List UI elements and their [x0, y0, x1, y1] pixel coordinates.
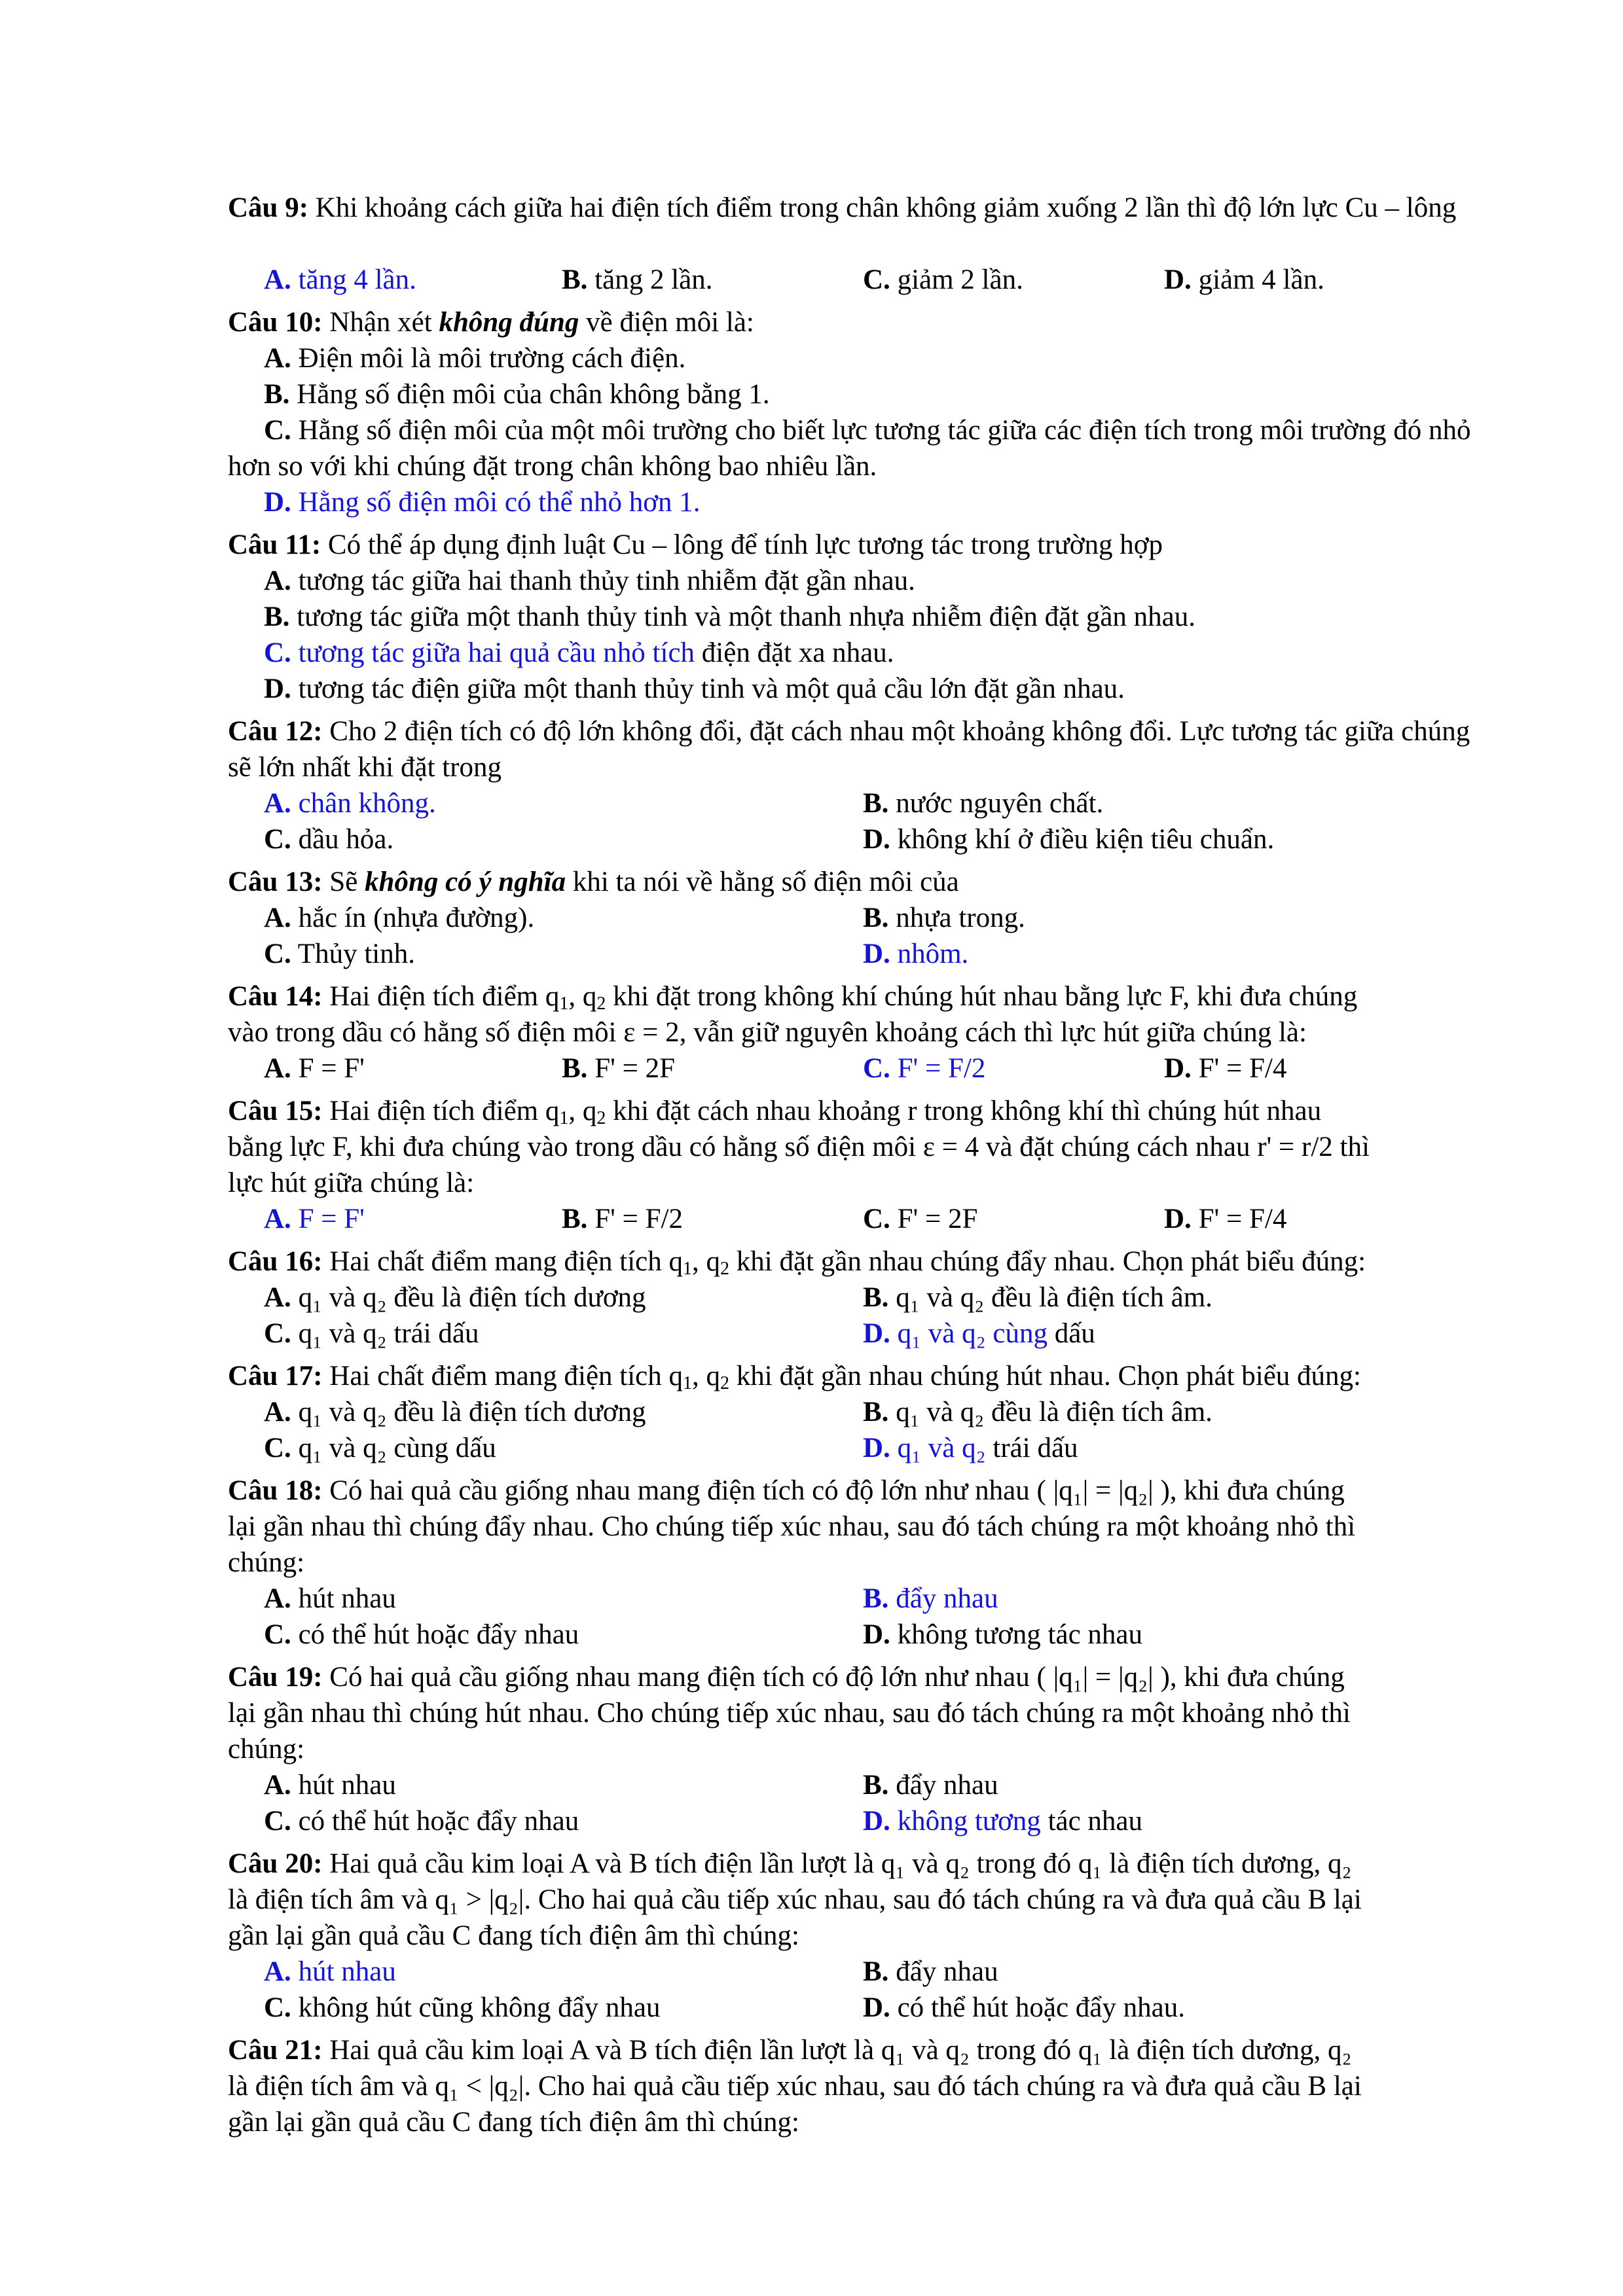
- option-d[interactable]: D. không tương tác nhau: [863, 1806, 1143, 1837]
- option-b[interactable]: B. tăng 2 lần.: [562, 264, 713, 295]
- option-b[interactable]: B. nhựa trong.: [863, 903, 1025, 933]
- option-c[interactable]: C. dầu hỏa.: [264, 824, 394, 855]
- question-text: Khi khoảng cách giữa hai điện tích điểm trong chân không giảm xuống 2 lần thì độ lớn lực Cu – lông: [315, 192, 1457, 223]
- option-b[interactable]: B. nước nguyên chất.: [863, 788, 1104, 819]
- option-d[interactable]: D. F' = F/4: [1164, 1204, 1287, 1234]
- option-a[interactable]: A. hút nhau: [264, 1583, 396, 1614]
- question-20: Câu 20: Hai quả cầu kim loại A và B tích điện lần lượt là q₁ và q₂ trong đó q₁ là điện tích dương, q₂ là điện tích âm và q₁ > |q₂|. Cho hai quả cầu tiếp xúc nhau, sau đó tách chúng ra và đưa quả cầu B lại gần lại gần quả cầu C đang tích điện âm thì chúng:: [228, 1848, 1362, 1951]
- question-14: Câu 14: Hai điện tích điểm $q_1$, $q_2$ khi đặt trong không khí chúng hút nhau bằng lực F, khi đưa chúng vào trong dầu có hằng số điện môi ε = 2, vẫn giữ nguyên khoảng cách thì lực hút giữa chúng là:: [228, 981, 1358, 1048]
- option-a[interactable]: A. hút nhau: [264, 1770, 396, 1801]
- option-d[interactable]: D. không khí ở điều kiện tiêu chuẩn.: [863, 824, 1275, 855]
- question-9: [228, 190, 1498, 226]
- option-a[interactable]: A. F = F': [264, 1204, 365, 1234]
- option-d[interactable]: D. nhôm.: [863, 939, 969, 969]
- option-d[interactable]: D. có thể hút hoặc đẩy nhau.: [863, 1992, 1185, 2023]
- option-b[interactable]: B. F' = 2F: [562, 1053, 676, 1084]
- option-a[interactable]: A. tăng 4 lần.: [264, 264, 416, 295]
- option-a[interactable]: A. q₁ và q₂ đều là điện tích dương: [264, 1282, 646, 1313]
- option-a[interactable]: A. q₁ và q₂ đều là điện tích dương: [264, 1397, 646, 1427]
- option-d[interactable]: D. giảm 4 lần.: [1164, 264, 1324, 295]
- option-c[interactable]: C. F' = 2F: [863, 1204, 978, 1234]
- option-a[interactable]: A. hút nhau: [264, 1956, 396, 1987]
- option-b[interactable]: B. q₁ và q₂ đều là điện tích âm.: [863, 1397, 1213, 1427]
- option-a[interactable]: A. chân không.: [264, 788, 436, 819]
- option-a[interactable]: A. Điện môi là môi trường cách điện.: [264, 343, 686, 374]
- option-c[interactable]: C. không hút cũng không đẩy nhau: [264, 1992, 661, 2023]
- option-c[interactable]: C. Thủy tinh.: [264, 939, 415, 969]
- emphasis-text: không có ý nghĩa: [365, 867, 566, 897]
- option-a[interactable]: A. hắc ín (nhựa đường).: [264, 903, 535, 933]
- option-c[interactable]: C. có thể hút hoặc đẩy nhau: [264, 1619, 579, 1650]
- question-10: [228, 304, 1498, 340]
- option-c[interactable]: C. tương tác giữa hai quả cầu nhỏ tích điện đặt xa nhau.: [264, 637, 894, 668]
- option-b[interactable]: B. đẩy nhau: [863, 1583, 998, 1614]
- question-17: Câu 17: Hai chất điểm mang điện tích $q_1$, $q_2$ khi đặt gần nhau chúng hút nhau. Chọn phát biểu đúng:: [228, 1361, 1361, 1393]
- option-b[interactable]: B. q₁ và q₂ đều là điện tích âm.: [863, 1282, 1213, 1313]
- option-c[interactable]: C. có thể hút hoặc đẩy nhau: [264, 1806, 579, 1837]
- option-b[interactable]: B. F' = F/2: [562, 1204, 683, 1234]
- question-21: Câu 21: Hai quả cầu kim loại A và B tích điện lần lượt là q₁ và q₂ trong đó q₁ là điện tích dương, q₂ là điện tích âm và q₁ < |q₂|. Cho hai quả cầu tiếp xúc nhau, sau đó tách chúng ra và đưa quả cầu B lại gần lại gần quả cầu C đang tích điện âm thì chúng:: [228, 2035, 1362, 2138]
- option-b[interactable]: B. tương tác giữa một thanh thủy tinh và một thanh nhựa nhiễm điện đặt gần nhau.: [264, 601, 1196, 632]
- question-stem: Câu 10: Nhận xét không đúng về điện môi là:: [228, 307, 754, 338]
- option-a[interactable]: A. F = F': [264, 1053, 365, 1084]
- option-c[interactable]: C. q₁ và q₂ trái dấu: [264, 1318, 479, 1349]
- question-11: Câu 11: Có thể áp dụng định luật Cu – lông để tính lực tương tác trong trường hợp: [228, 529, 1163, 560]
- option-c[interactable]: C. giảm 2 lần.: [863, 264, 1023, 295]
- option-b[interactable]: B. đẩy nhau: [863, 1770, 998, 1801]
- option-d[interactable]: D. q₁ và q₂ cùng dấu: [863, 1318, 1095, 1349]
- question-19: Câu 19: Có hai quả cầu giống nhau mang điện tích có độ lớn như nhau ( |q₁| = |q₂| ), khi đưa chúng lại gần nhau thì chúng hút nhau. Cho chúng tiếp xúc nhau, sau đó tách chúng ra một khoảng nhỏ thì chúng:: [228, 1662, 1351, 1765]
- option-d[interactable]: D. Hằng số điện môi có thể nhỏ hơn 1.: [264, 487, 701, 518]
- question-number: Câu 9:: [228, 192, 309, 223]
- option-c[interactable]: C. F' = F/2: [863, 1053, 986, 1084]
- option-d[interactable]: D. q₁ và q₂ trái dấu: [863, 1433, 1078, 1463]
- option-d[interactable]: D. F' = F/4: [1164, 1053, 1287, 1084]
- question-13: Câu 13: Sẽ không có ý nghĩa khi ta nói về hằng số điện môi của: [228, 867, 959, 897]
- question-12: Câu 12: Cho 2 điện tích có độ lớn không đổi, đặt cách nhau một khoảng không đổi. Lực tương tác giữa chúng sẽ lớn nhất khi đặt trong: [228, 716, 1470, 783]
- option-c[interactable]: C. Hằng số điện môi của một môi trường cho biết lực tương tác giữa các điện tích trong môi trường đó nhỏ hơn so với khi chúng đặt trong chân không bao nhiêu lần.: [228, 415, 1471, 482]
- question-stem: [228, 190, 1498, 226]
- option-b[interactable]: B. Hằng số điện môi của chân không bằng 1.: [264, 379, 770, 410]
- question-16: Câu 16: Hai chất điểm mang điện tích $q_1$, $q_2$ khi đặt gần nhau chúng đẩy nhau. Chọn phát biểu đúng:: [228, 1246, 1366, 1279]
- question-18: Câu 18: Có hai quả cầu giống nhau mang điện tích có độ lớn như nhau ( |q₁| = |q₂| ), khi đưa chúng lại gần nhau thì chúng đẩy nhau. Cho chúng tiếp xúc nhau, sau đó tách chúng ra một khoảng nhỏ thì chúng:: [228, 1475, 1356, 1578]
- option-d[interactable]: D. tương tác điện giữa một thanh thủy tinh và một quả cầu lớn đặt gần nhau.: [264, 673, 1125, 704]
- option-a[interactable]: A. tương tác giữa hai thanh thủy tinh nhiễm đặt gần nhau.: [264, 565, 915, 596]
- option-c[interactable]: C. q₁ và q₂ cùng dấu: [264, 1433, 496, 1463]
- emphasis-text: không đúng: [439, 307, 579, 338]
- option-b[interactable]: B. đẩy nhau: [863, 1956, 998, 1987]
- question-15: Câu 15: Hai điện tích điểm $q_1$, $q_2$ khi đặt cách nhau khoảng r trong không khí thì chúng hút nhau bằng lực F, khi đưa chúng vào trong dầu có hằng số điện môi ε = 4 và đặt chúng cách nhau r' = r/2 thì lực hút giữa chúng là:: [228, 1096, 1370, 1198]
- option-d[interactable]: D. không tương tác nhau: [863, 1619, 1143, 1650]
